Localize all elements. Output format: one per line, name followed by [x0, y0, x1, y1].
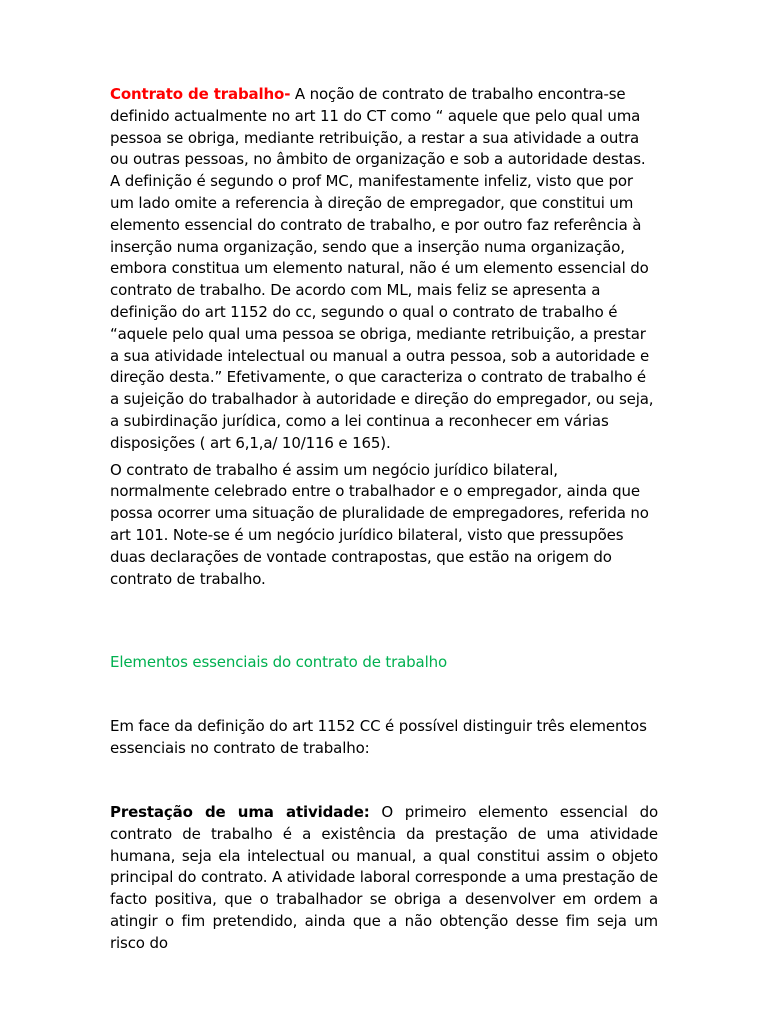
paragraph-prestacao-text: O primeiro elemento essencial do contrato de trabalho é a existência da prestação de uma atividade humana, seja ela intelectual ou manual, a qual constitui assim o objeto principal do contrato. A atividade laboral corresponde a uma prestação de facto positiva, que o trabalhador se obriga a desenvolver em ordem a atingir o fim pretendido, ainda que a não obtenção desse fim seja um risco do — [110, 803, 658, 952]
paragraph-definition — [110, 84, 658, 455]
section-label-prestacao: Prestação de uma atividade: — [110, 803, 370, 821]
section-heading-elementos: Elementos essenciais do contrato de trabalho — [110, 653, 448, 671]
document-page — [110, 84, 658, 952]
paragraph-definition-text: A noção de contrato de trabalho encontra-se definido actualmente no art 11 do CT como “ aquele que pelo qual uma pessoa se obriga, mediante retribuição, a restar a sua atividade a outra ou outras pessoas, no âmbito de organização e sob a autoridade destas. A definição é segundo o prof MC, manifestamente infeliz, visto que por um lado omite a referencia à direção de empregador, que constitui um elemento essencial do contrato de trabalho, e por outro faz referência à inserção numa organização, sendo que a inserção numa organização, embora constitua um elemento natural, não é um elemento essencial do contrato de trabalho. De acordo com ML, mais feliz se apresenta a definição do art 1152 do cc, segundo o qual o contrato de trabalho é “aquele pelo qual uma pessoa se obriga, mediante retribuição, a prestar a sua atividade intelectual ou manual a outra pessoa, sob a autoridade e direção desta.” Efetivamente, o que caracteriza o contrato de trabalho é a sujeição do trabalhador à autoridade e direção do empregador, ou seja, a subirdinação jurídica, como a lei continua a reconhecer em várias disposições ( art 6,1,a/ 10/116 e 165). — [110, 85, 654, 452]
paragraph-negocio-juridico: O contrato de trabalho é assim um negócio jurídico bilateral, normalmente celebrado entre o trabalhador e o empregador, ainda que possa ocorrer uma situação de pluralidade de empregadores, referida no art 101. Note-se é um negócio jurídico bilateral, visto que pressupões duas declarações de vontade contrapostas, que estão na origem do contrato de trabalho. — [110, 460, 649, 588]
section-label-contrato: Contrato de trabalho- — [110, 85, 291, 103]
paragraph-intro-elementos: Em face da definição do art 1152 CC é possível distinguir três elementos essenciais no contrato de trabalho: — [110, 717, 647, 757]
paragraph-prestacao-atividade — [110, 802, 658, 955]
